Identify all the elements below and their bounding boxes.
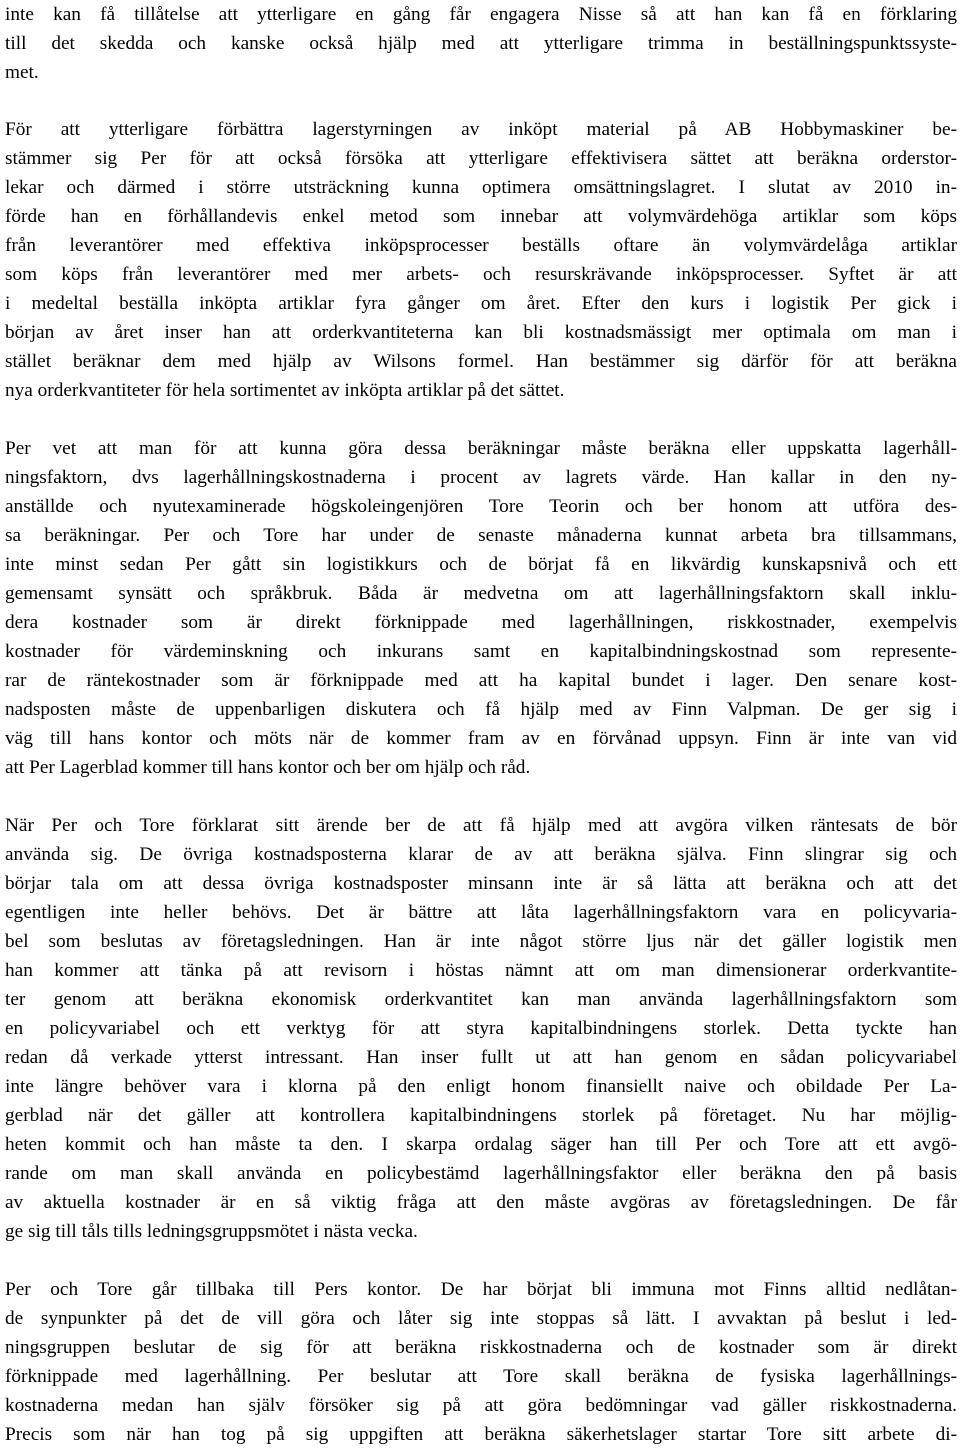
text-line: ter genom att beräkna ekonomisk orderkvantitet kan man använda lagerhållningsfaktorn som [5, 989, 957, 1010]
text-line: de synpunkter på det de vill göra och låter sig inte stoppas så lätt. I avvaktan på beslut i led- [5, 1308, 957, 1329]
text-line: egentligen inte heller behövs. Det är bättre att låta lagerhållningsfaktorn vara en policyvaria- [5, 902, 957, 923]
text-line: gerblad när det gäller att kontrollera kapitalbindningens storlek på företaget. Nu har möjlig- [5, 1105, 957, 1126]
text-line: inte minst sedan Per gått sin logistikkurs och de börjat få en likvärdig kunskapsnivå och ett [5, 554, 957, 575]
text-line: ningsfaktorn, dvs lagerhållningskostnaderna i procent av lagrets värde. Han kallar in den ny- [5, 467, 957, 488]
text-line: till det skedda och kanske också hjälp med att ytterligare trimma in beställningspunktssyste- [5, 33, 957, 54]
text-line: ge sig till tåls tills ledningsgruppsmötet i nästa vecka. [5, 1221, 418, 1242]
text-line: gemensamt synsätt och språkbruk. Båda är medvetna om att lagerhållningsfaktorn skall inklu- [5, 583, 957, 604]
text-line: börjar tala om att dessa övriga kostnadsposter minsann inte är så lätta att beräkna och att det [5, 873, 957, 894]
text-line: När Per och Tore förklarat sitt ärende ber de att få hjälp med att avgöra vilken räntesats de bör [5, 815, 957, 836]
text-line: förde han en förhållandevis enkel metod som innebar att volymvärdehöga artiklar som köps [5, 206, 957, 227]
text-line: förknippade med lagerhållning. Per beslutar att Tore skall beräkna de fysiska lagerhållnings- [5, 1366, 957, 1387]
text-line: att Per Lagerblad kommer till hans kontor och ber om hjälp och råd. [5, 757, 531, 778]
text-line: stämmer sig Per för att också försöka att ytterligare effektivisera sättet att beräkna orderstor- [5, 148, 957, 169]
text-line: en policyvariabel och ett verktyg för att styra kapitalbindningens storlek. Detta tyckte han [5, 1018, 957, 1039]
text-line: nadsposten måste de uppenbarligen diskutera och få hjälp med av Finn Valpman. De ger sig i [5, 699, 957, 720]
text-line: rande om man skall använda en policybestämd lagerhållningsfaktor eller beräkna den på basis [5, 1163, 957, 1184]
text-line: anställde och nyutexaminerade högskoleingenjören Tore Teorin och ber honom att utföra des- [5, 496, 957, 517]
text-line: inte kan få tillåtelse att ytterligare en gång får engagera Nisse så att han kan få en förklaring [5, 4, 957, 25]
text-line: bel som beslutas av företagsledningen. Han är inte något större ljus när det gäller logistik men [5, 931, 957, 952]
text-line: från leverantörer med effektiva inköpsprocesser beställs oftare än volymvärdelåga artiklar [5, 235, 957, 256]
text-line: ningsgruppen beslutar de sig för att beräkna riskkostnaderna och de kostnader som är direkt [5, 1337, 957, 1358]
text-line: stället beräknar dem med hjälp av Wilsons formel. Han bestämmer sig därför för att beräkna [5, 351, 957, 372]
text-line: heten kommit och han måste ta den. I skarpa ordalag säger han till Per och Tore att ett avgö- [5, 1134, 957, 1155]
text-line: dera kostnader som är direkt förknippade med lagerhållningen, riskkostnader, exempelvis [5, 612, 957, 633]
text-line: använda sig. De övriga kostnadsposterna klarar de av att beräkna själva. Finn slingrar sig och [5, 844, 957, 865]
text-line: Per och Tore går tillbaka till Pers kontor. De har börjat bli immuna mot Finns alltid nedlåtan- [5, 1279, 957, 1300]
text-line: För att ytterligare förbättra lagerstyrningen av inköpt material på AB Hobbymaskiner be- [5, 119, 957, 140]
text-line: inte längre behöver vara i klorna på den enligt honom finansiellt naive och obildade Per La- [5, 1076, 957, 1097]
text-line: rar de räntekostnader som är förknippade med att ha kapital bundet i lager. Den senare kost- [5, 670, 957, 691]
text-line: lekar och därmed i större utsträckning kunna optimera omsättningslagret. I slutat av 2010 in- [5, 177, 957, 198]
text-line: väg till hans kontor och möts när de kommer fram av en förvånad uppsyn. Finn är inte van vid [5, 728, 957, 749]
text-line: kostnader för värdeminskning och inkurans samt en kapitalbindningskostnad som represente- [5, 641, 957, 662]
text-line: början av året inser han att orderkvantiteterna kan bli kostnadsmässigt mer optimala om man i [5, 322, 957, 343]
text-line: han kommer att tänka på att revisorn i höstas nämnt att om man dimensionerar orderkvantite- [5, 960, 957, 981]
text-line: Per vet att man för att kunna göra dessa beräkningar måste beräkna eller uppskatta lagerhåll- [5, 438, 957, 459]
text-line: met. [5, 62, 39, 83]
text-line: av aktuella kostnader är en så viktig fråga att den måste avgöras av företagsledningen. De får [5, 1192, 957, 1213]
text-line: redan då verkade ytterst intressant. Han inser fullt ut att han genom en sådan policyvariabel [5, 1047, 957, 1068]
text-line: kostnaderna medan han själv försöker sig på att göra bedömningar vad gäller riskkostnaderna. [5, 1395, 957, 1416]
text-line: Precis som när han tog på sig uppgiften att beräkna säkerhetslager startar Tore sitt arbete di- [5, 1424, 957, 1445]
text-line: som köps från leverantörer med mer arbets- och resurskrävande inköpsprocesser. Syftet är att [5, 264, 957, 285]
text-line: i medeltal beställa inköpta artiklar fyra gånger om året. Efter den kurs i logistik Per gick i [5, 293, 957, 314]
text-line: sa beräkningar. Per och Tore har under de senaste månaderna kunnat arbeta bra tillsammans, [5, 525, 957, 546]
text-line: nya orderkvantiteter för hela sortimentet av inköpta artiklar på det sättet. [5, 380, 565, 401]
